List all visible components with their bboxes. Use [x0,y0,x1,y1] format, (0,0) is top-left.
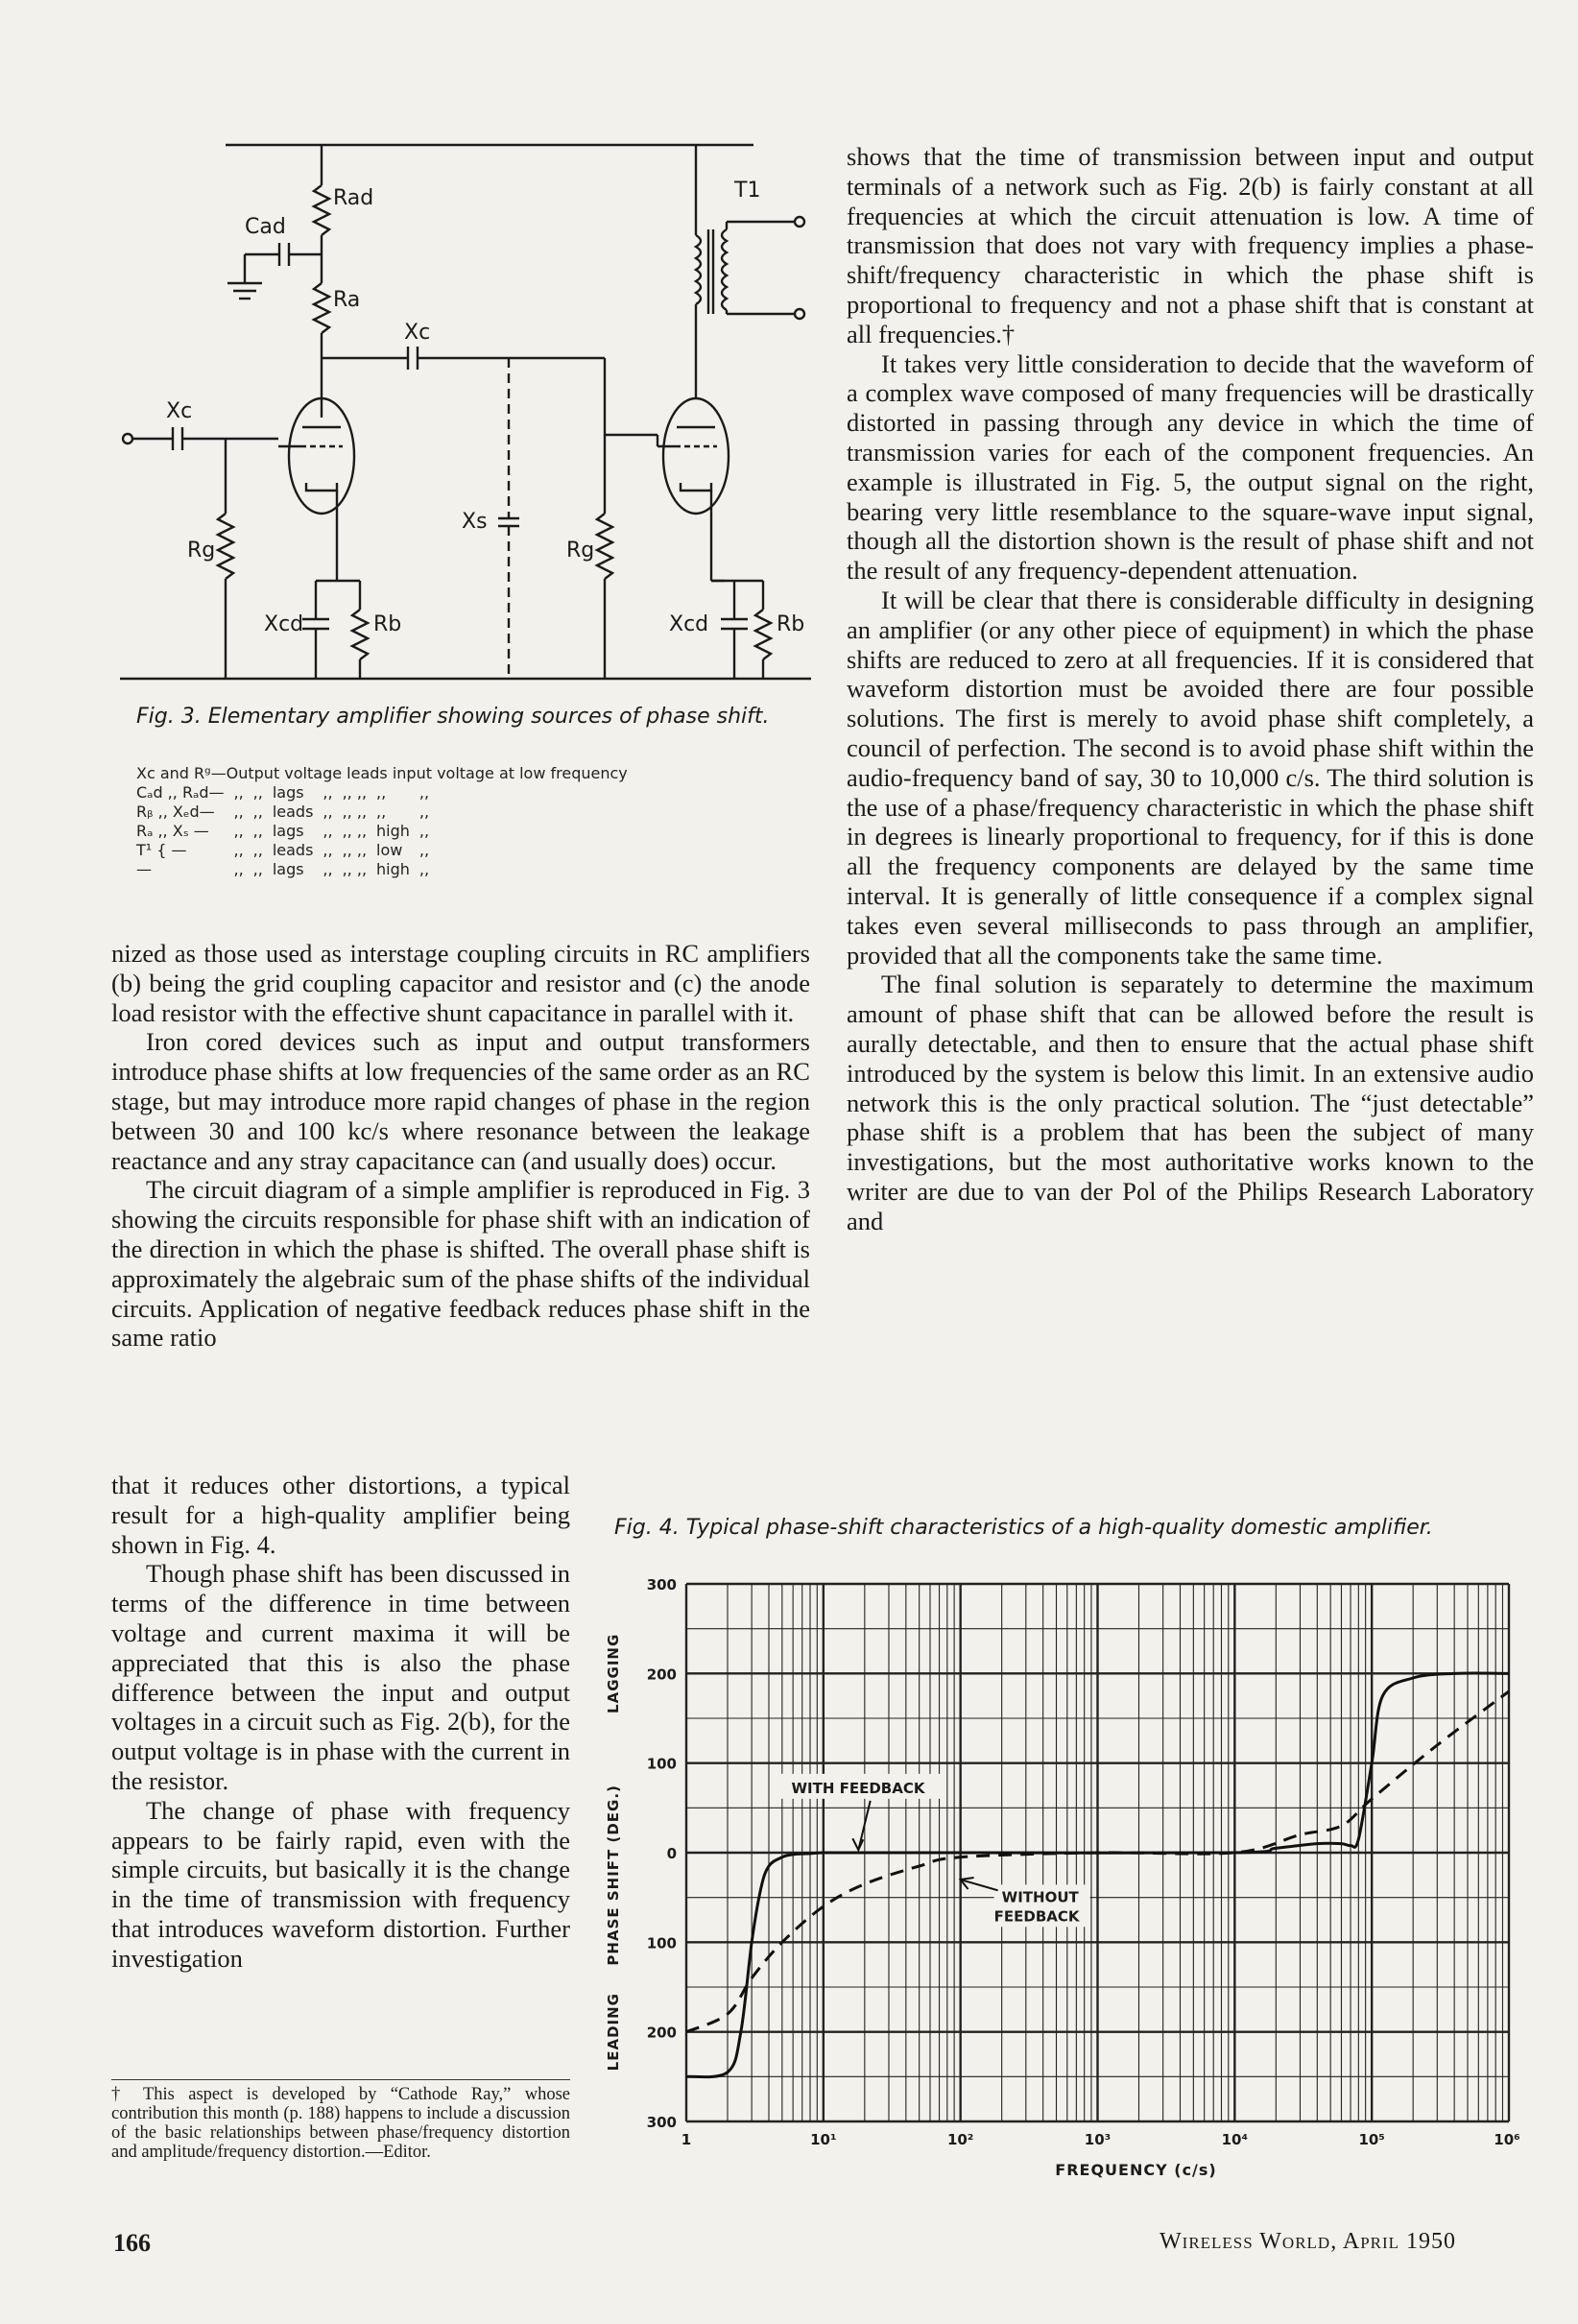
y-tick-label: 100 [646,1934,677,1953]
legend-cell-c1: ,, [233,841,244,859]
paragraph: Though phase shift has been discussed in terms of the difference in time between voltage and current maxima it will be appreciated that this is also the phase difference between the input and output voltages in a circuit such as Fig. 2(b), for the output voltage is in phase with the current in the resistor. [111,1559,570,1795]
legend-cell-c1: ,, [233,783,244,802]
legend-cell-c1: ,, [233,822,244,840]
right-column-text [847,142,1534,1235]
label-xs: Xs [462,510,488,534]
label-rb-left: Rb [373,612,402,636]
paragraph: The change of phase with frequency appears to be fairly rapid, even with the simple circuits, but basically it is the change in the time of transmission with frequency that introduces waveform distortion. Further investigation [111,1795,570,1973]
label-rad: Rad [333,186,374,210]
legend-row [136,841,439,860]
y-axis-label-leading: LEADING [605,1993,622,2072]
label-xc-coupling: Xc [404,321,431,345]
x-tick-label: 10² [946,2131,974,2148]
legend-cell-sym: T¹ { — [136,841,187,859]
y-tick-label: 100 [646,1755,677,1773]
journal-line: Wireless World, April 1950 [1160,2229,1457,2254]
legend-row [136,783,439,803]
chart-axis-labels [605,1576,1520,2179]
paragraph: Iron cored devices such as input and output transformers introduce phase shifts at low frequencies of the same order as an RC stage, but may introduce more rapid changes of phase in the region between 30 and 100 kc/s where resonance between the leakage reactance and any stray capacitance can (and usually does) occur. [111,1027,810,1175]
legend-cell-dir: leads [272,841,314,859]
paragraph: It takes very little consideration to decide that the waveform of a complex wave composed of many frequencies will be drastically distorted in passing through any device in which the time of transmission varies for each of the component frequencies. An example is illustrated in Fig. 5, the output signal on the right, bearing very little resemblance to the square-wave input signal, though all the distortion shown is the result of phase shift and not the result of any frequency-dependent attenuation. [847,348,1534,586]
fig4-phase-shift-chart [595,1555,1555,2179]
label-xcd-left: Xcd [264,612,304,636]
x-tick-label: 10⁶ [1494,2131,1520,2148]
legend-cell-c2: ,, [252,783,263,802]
legend-cell-sym: Cₐd ,, Rₐd— [136,783,225,802]
legend-cell-sym: — [136,860,152,878]
label-rb-right: Rb [777,612,805,636]
label-xcd-right: Xcd [669,612,709,636]
fig3-legend-table [136,783,439,879]
annotation-without-feedback: FEEDBACK [993,1907,1080,1926]
y-tick-label: 200 [646,2024,677,2042]
x-tick-label: 10³ [1084,2131,1112,2148]
paragraph: shows that the time of transmission between input and output terminals of a network such as Fig. 2(b) is fairly constant at all frequencies at which the circuit attenuation is low. A time of transmission that does not vary with frequency implies a phase-shift/frequency characteristic in which the phase shift is proportional to frequency and not a phase shift that is constant at all frequencies.† [847,142,1534,348]
legend-cell-dir: leads [272,803,314,821]
x-tick-label: 1 [681,2131,692,2148]
fig3-legend-header: Xᴄ and Rᵍ—Output voltage leads input voltage at low frequency [136,764,628,782]
legend-cell-c4: ,, ,, [342,841,368,859]
legend-cell-freq: ,, [376,803,387,821]
legend-cell-c4: ,, ,, [342,783,368,802]
y-axis-label: PHASE SHIFT (DEG.) [605,1785,622,1966]
paragraph: nized as those used as interstage coupling circuits in RC amplifiers (b) being the grid coupling capacitor and resistor and (c) the anode load resistor with the effective shunt capacitance in parallel with it. [111,939,810,1027]
annotation-with-feedback: WITH FEEDBACK [791,1779,925,1797]
legend-row [136,822,439,841]
fig3-legend [136,764,808,879]
x-axis-label: FREQUENCY (c/s) [1055,2161,1217,2179]
legend-cell-c4: ,, ,, [342,860,368,878]
legend-cell-freq: ,, [376,783,387,802]
paragraph: It will be clear that there is considerable difficulty in designing an amplifier (or any other piece of equipment) in which the phase shifts are reduced to zero at all frequencies. If it is considered that waveform distortion must be avoided there are four possible solutions. The first is merely to avoid phase shift completely, a council of perfection. The second is to avoid phase shift within the audio-frequency band of say, 30 to 10,000 c/s. The third solution is the use of a phase/frequency characteristic in which the phase shift in degrees is linearly proportional to frequency, for if this is done all the frequency components are delayed by the same time interval. It is generally of little consequence if a complex signal takes even several milliseconds to pass through an amplifier, provided that all the components take the same time. [847,585,1534,970]
legend-cell-c5: ,, [418,803,430,821]
y-tick-label: 300 [646,1576,677,1593]
y-tick-label: 300 [646,2114,677,2131]
legend-cell-c3: ,, [323,783,333,802]
legend-cell-c5: ,, [418,841,430,859]
annotation-arrow [961,1880,998,1890]
legend-cell-freq: high [376,822,410,840]
label-cad: Cad [245,215,286,239]
legend-cell-c4: ,, ,, [342,803,368,821]
footnote-divider [111,2079,570,2080]
legend-cell-sym: Rₐ ,, Xₛ — [136,822,209,840]
legend-cell-c5: ,, [418,822,430,840]
label-rg-right: Rg [566,539,595,563]
legend-cell-c2: ,, [252,841,263,859]
legend-cell-c1: ,, [233,803,244,821]
annotation-without-feedback: WITHOUT [1001,1888,1079,1906]
legend-cell-sym: Rᵦ ,, Xₑd— [136,803,215,821]
legend-cell-c2: ,, [252,822,263,840]
x-tick-label: 10¹ [810,2131,837,2148]
legend-cell-c3: ,, [323,822,333,840]
paragraph: The circuit diagram of a simple amplifier is reproduced in Fig. 3 showing the circuits responsible for phase shift with an indication of the direction in which the phase is shifted. The overall phase shift is approximately the algebraic sum of the phase shifts of the individual circuits. Application of negative feedback reduces phase shift in the same ratio [111,1175,810,1353]
label-rg-left: Rg [187,539,216,563]
fig3-circuit-diagram [120,130,821,696]
left-column-text [111,939,810,1353]
x-tick-label: 10⁴ [1221,2131,1249,2148]
legend-cell-c1: ,, [233,860,244,878]
y-tick-label: 200 [646,1665,677,1684]
paragraph: The final solution is separately to determine the maximum amount of phase shift that can be allowed before the result is aurally detectable, and then to ensure that the actual phase shift introduced by the system is below this limit. In an extensive audio network this is the only practical solution. The “just detectable” phase shift is a problem that has been the subject of many investigations, but the most authoritative works known to the writer are due to van der Pol of the Philips Research Laboratory and [847,970,1534,1235]
narrow-column-text [111,1471,570,1974]
legend-cell-c2: ,, [252,860,263,878]
legend-cell-c5: ,, [418,783,430,802]
footnote: † This aspect is developed by “Cathode Ray,” whose contribution this month (p. 188) happens to include a discussion of the basic relationships between phase/frequency distortion and amplitude/frequency distortion.—Editor. [111,2085,570,2162]
x-tick-label: 10⁵ [1358,2131,1385,2148]
fig4-caption: Fig. 4. Typical phase-shift characteristics of a high-quality domestic amplifier. [614,1516,1433,1540]
legend-cell-dir: lags [272,822,304,840]
legend-cell-freq: low [376,841,403,859]
page-number: 166 [113,2229,151,2257]
legend-cell-c2: ,, [252,803,263,821]
y-axis-label-lagging: LAGGING [605,1633,622,1713]
legend-cell-c3: ,, [323,860,333,878]
legend-cell-c5: ,, [418,860,430,878]
legend-cell-dir: lags [272,860,304,878]
label-ra: Ra [333,288,361,312]
legend-row [136,860,439,879]
paragraph: that it reduces other distortions, a typical result for a high-quality amplifier being shown in Fig. 4. [111,1471,570,1559]
label-xc-input: Xc [166,399,193,423]
legend-row [136,803,439,822]
label-t1: T1 [734,179,761,203]
legend-cell-c3: ,, [323,841,333,859]
legend-cell-c3: ,, [323,803,333,821]
legend-cell-c4: ,, ,, [342,822,368,840]
legend-cell-dir: lags [272,783,304,802]
fig3-caption: Fig. 3. Elementary amplifier showing sources of phase shift. [136,705,770,729]
legend-cell-freq: high [376,860,410,878]
y-tick-label: 0 [666,1845,677,1862]
